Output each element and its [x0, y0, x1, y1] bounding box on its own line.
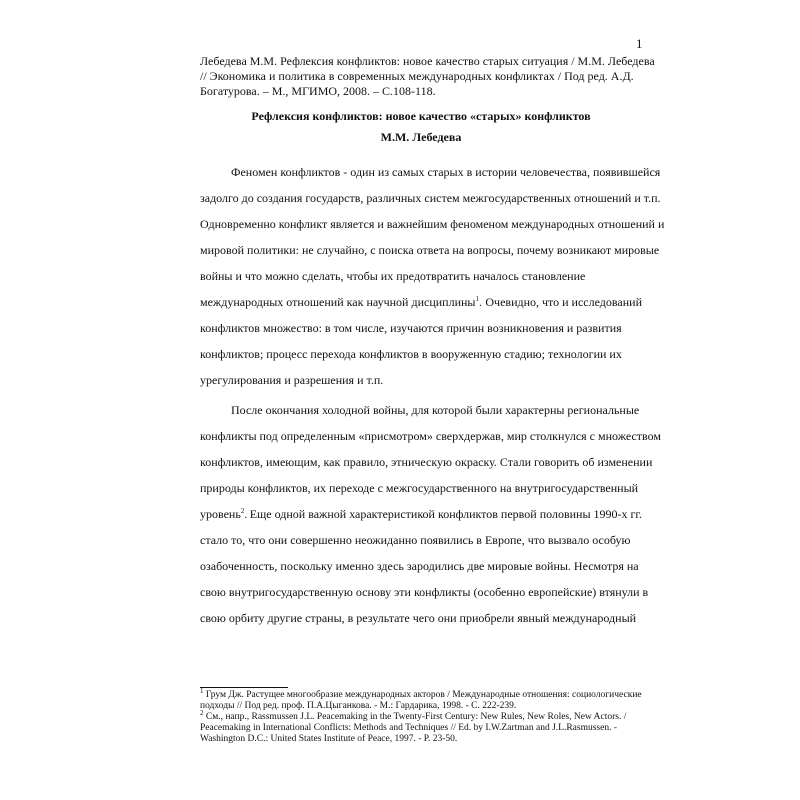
- text-line: [200, 237, 660, 263]
- text-line-content: конфликтов; процесс перехода конфликтов в вооруженную стадию; технологии их: [200, 347, 622, 361]
- footnote-2: [200, 708, 642, 723]
- footnote-text: Грум Дж. Растущее многообразие международных акторов / Международные отношения: социологические: [205, 690, 642, 700]
- text-line-content: международных отношений как научной дисциплины$^1$.: [200, 295, 482, 309]
- article-title: Рефлексия конфликтов: новое качество «старых» конфликтов: [251, 109, 591, 123]
- text-segment: международных отношений как научной дисциплины: [200, 295, 476, 309]
- footnote-text: См., напр., Rassmussen J.L. Peacemaking in the Twenty-First Century: New Rules, New Roles, New Actors. /: [205, 712, 627, 722]
- text-line-content: свою внутригосударственную основу эти конфликты (особенно европейские) втянули в: [200, 585, 649, 599]
- footnote-text: Washington D.C.: United States Institute of Peace, 1997. - P. 23-50.: [200, 734, 458, 744]
- text-line-content: конфликтов, имеющим, как правило, этническую окраску. Стали говорить об изменении: [200, 455, 653, 469]
- text-line: [200, 367, 642, 393]
- text-segment: Очевидно, что и исследований: [485, 295, 642, 309]
- text-line: [200, 527, 642, 553]
- text-line: [200, 605, 642, 631]
- text-line: [200, 501, 642, 527]
- paragraph-1: [200, 159, 665, 393]
- text-line-content: урегулирования и разрешения и т.п.: [200, 373, 384, 387]
- footnote-text: подходы // Под ред. проф. П.А.Цыганкова. - М.: Гардарика, 1998. - С. 222-239.: [200, 701, 517, 711]
- text-line: [200, 289, 642, 315]
- text-line-content: стало то, что они совершенно неожиданно появились в Европе, что вызвало особую: [200, 533, 631, 547]
- citation-line: // Экономика и политика в современных международных конфликтах / Под ред. А.Д.: [200, 69, 634, 83]
- text-line: [200, 553, 642, 579]
- text-segment: уровень: [200, 507, 241, 521]
- paragraph-2: [200, 397, 661, 631]
- text-line: [200, 211, 665, 237]
- text-line-content: Одновременно конфликт является и важнейшим феноменом международных отношений и: [200, 217, 665, 231]
- footnote-ref[interactable]: 2: [240, 507, 245, 515]
- text-line: [200, 185, 661, 211]
- text-line: [200, 315, 642, 341]
- text-line-content: Феномен конфликтов - один из самых старых в истории человечества, появившейся: [231, 165, 661, 179]
- text-line-content: конфликты под определенным «присмотром» сверхдержав, мир столкнулся с множеством: [200, 429, 661, 443]
- text-line: [200, 159, 661, 185]
- text-line-content: После окончания холодной войны, для которой были характерны региональные: [231, 403, 640, 417]
- bibliographic-citation: [200, 54, 655, 99]
- footnote-2-cont: [200, 723, 642, 734]
- footnote-1: [200, 686, 642, 701]
- footnote-text: Peacemaking in International Conflicts: Methods and Techniques // Ed. by I.W.Zartman and J.L.Rasmussen. -: [200, 723, 617, 733]
- footnote-ref[interactable]: 1: [475, 295, 479, 303]
- footnote-2-cont: [200, 734, 642, 745]
- text-line-content: задолго до создания государств, различных систем межгосударственных отношений и т.п.: [200, 191, 661, 205]
- text-line: [200, 397, 642, 423]
- text-line-content: конфликтов множество: в том числе, изучаются причин возникновения и развития: [200, 321, 622, 335]
- text-line-content: озабоченность, поскольку именно здесь зародились две мировые войны. Несмотря на: [200, 559, 639, 573]
- text-line-content: уровень$^2$.: [200, 507, 248, 521]
- text-segment: Еще одной важной характеристикой конфликтов первой половины 1990-х гг.: [249, 507, 642, 521]
- citation-line: Лебедева М.М. Рефлексия конфликтов: новое качество старых ситуация / М.М. Лебедева: [200, 54, 655, 68]
- text-line: [200, 449, 653, 475]
- footnote-1-cont: [200, 701, 642, 712]
- text-line: [200, 341, 642, 367]
- text-line: [200, 263, 642, 289]
- page-number: 1: [636, 36, 643, 51]
- footnote-divider: [200, 687, 288, 688]
- article-author: М.М. Лебедева: [380, 130, 462, 144]
- footnote-number: 2: [200, 708, 204, 717]
- text-line-content: природы конфликтов, их переходе с межгосударственного на внутригосударственный: [200, 481, 639, 495]
- citation-line: Богатурова. – М., МГИМО, 2008. – С.108-118.: [200, 84, 436, 98]
- footnote-number: 1: [200, 686, 204, 695]
- text-line: [200, 475, 642, 501]
- text-line-content: войны и что можно сделать, чтобы их предотвратить началось становление: [200, 269, 586, 283]
- text-line-content: свою орбиту другие страны, в результате чего они приобрели явный международный: [200, 611, 637, 625]
- footnotes: [200, 686, 642, 745]
- text-line: [200, 579, 649, 605]
- text-line: [200, 423, 661, 449]
- text-line-content: мировой политики: не случайно, с поиска ответа на вопросы, почему возникают мировые: [200, 243, 660, 257]
